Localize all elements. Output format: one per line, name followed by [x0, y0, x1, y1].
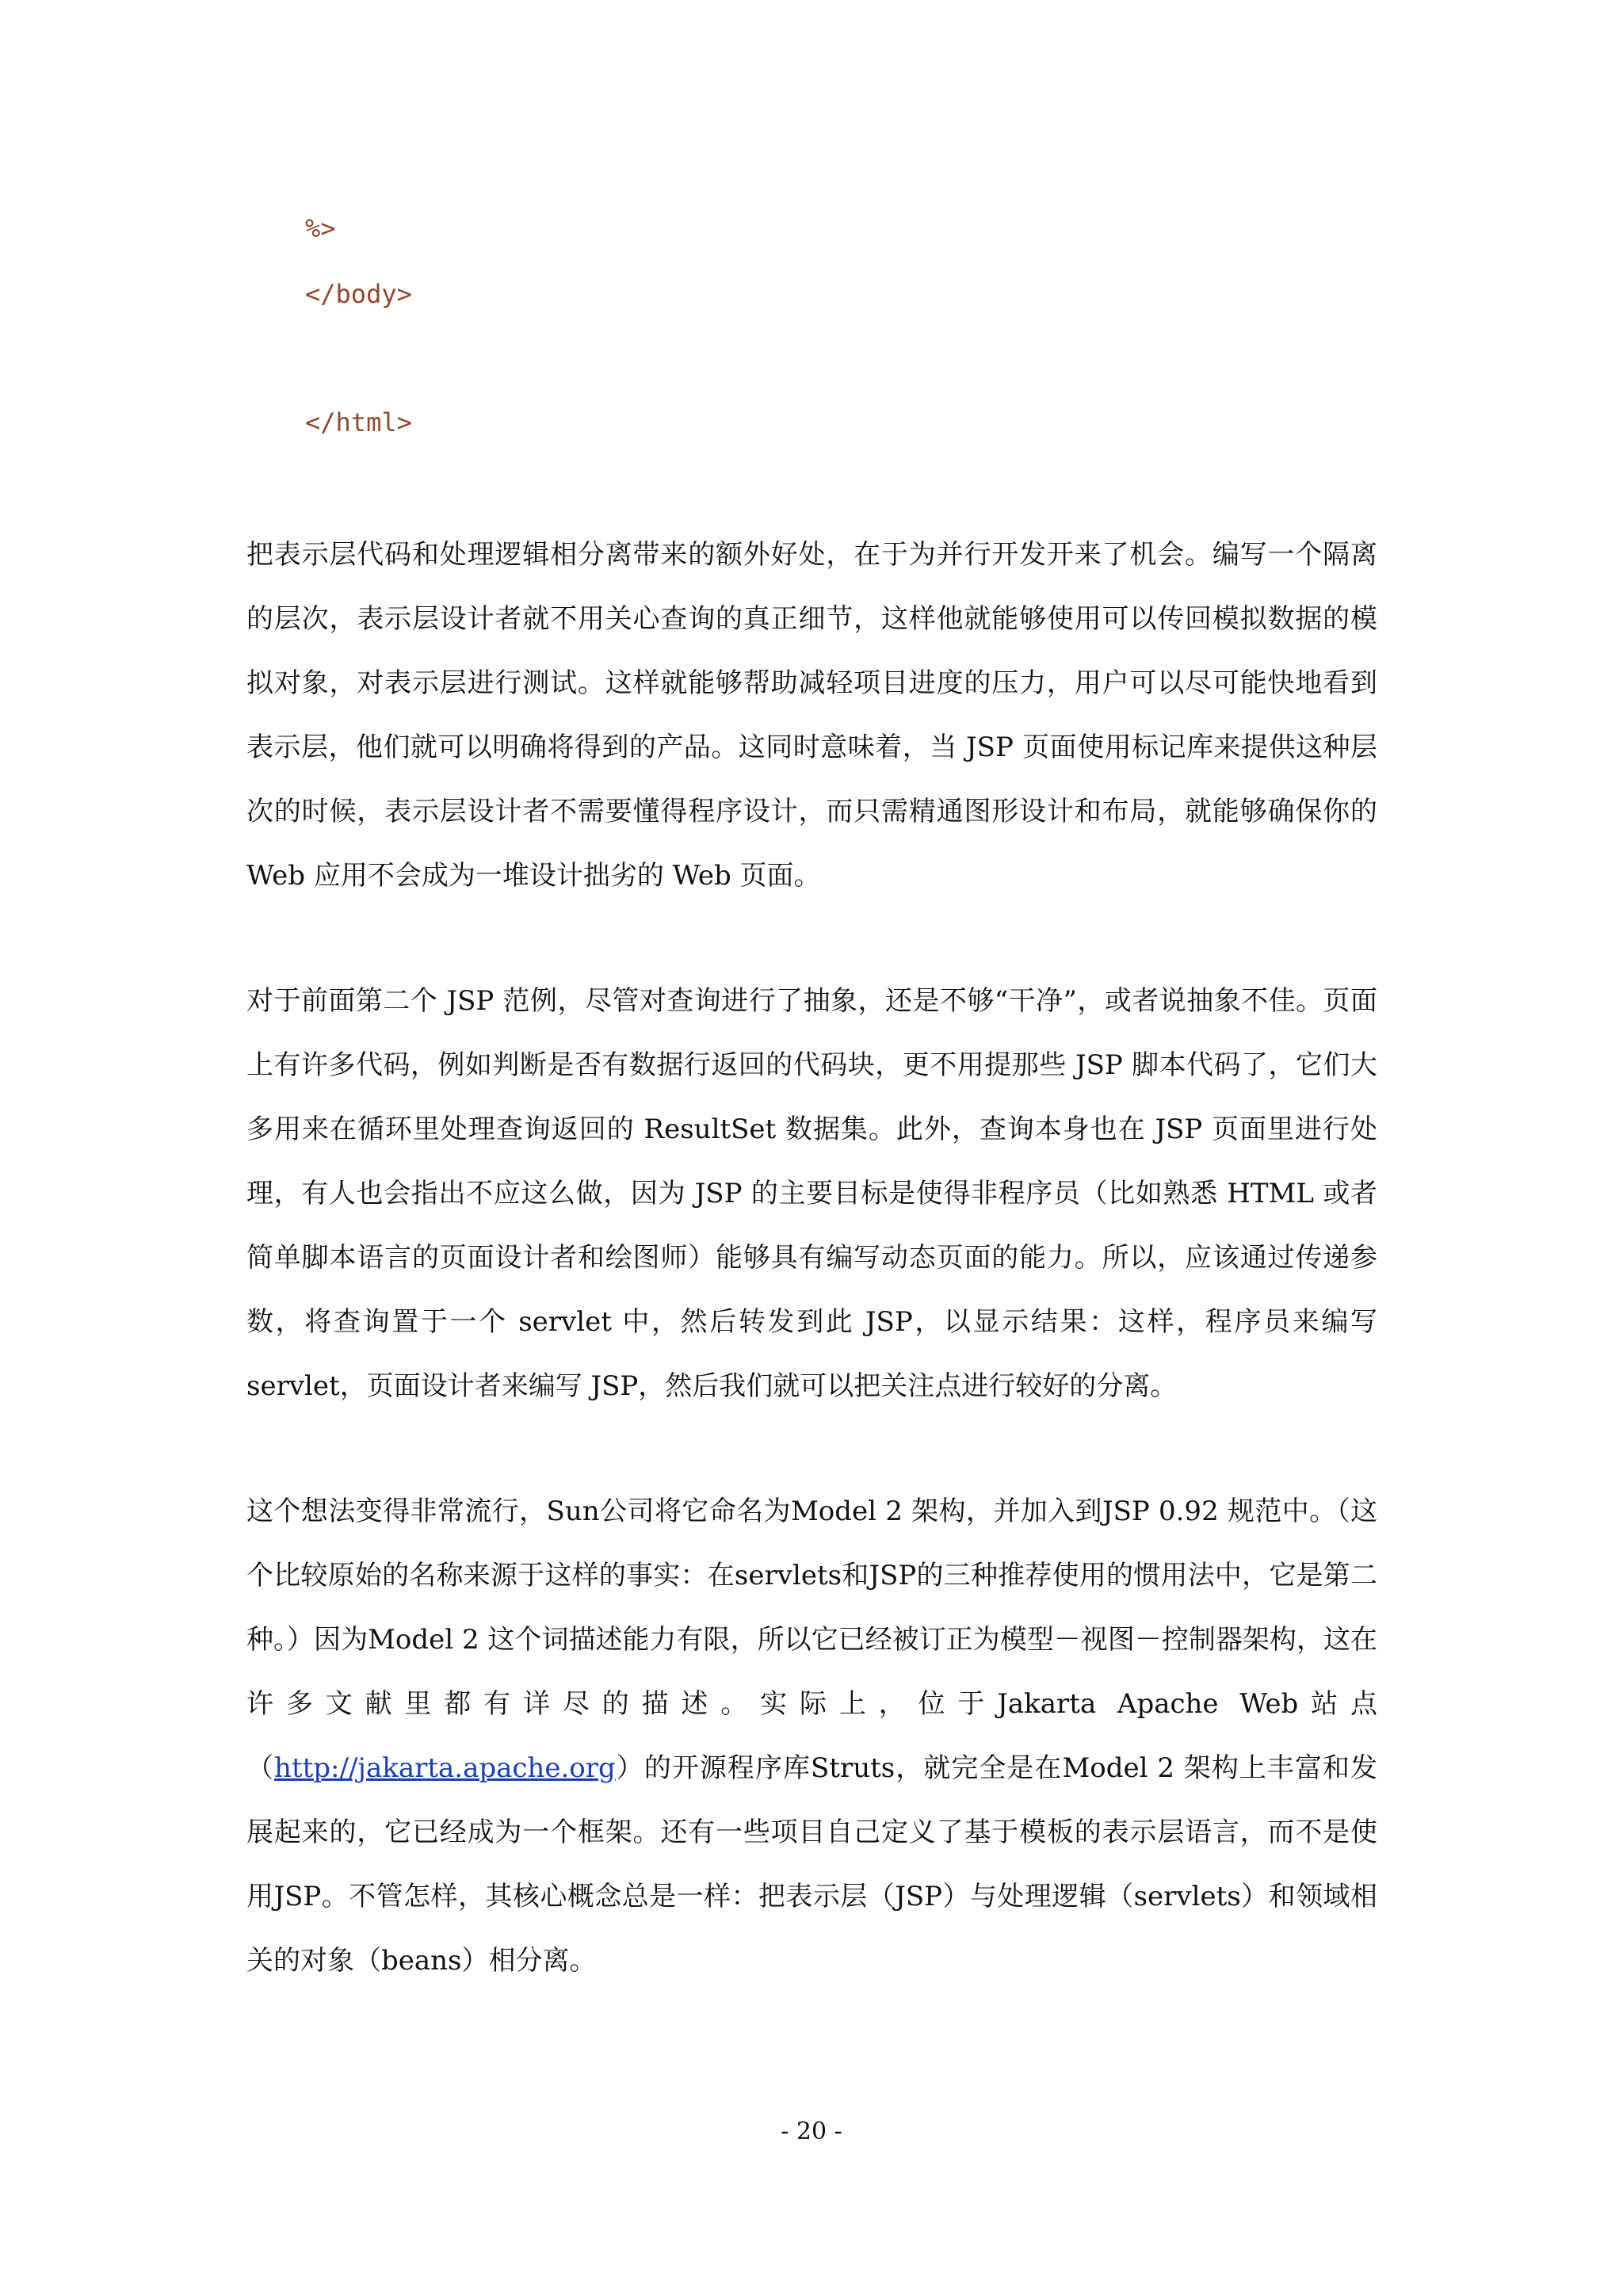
- code-line-body-close: </body>: [305, 279, 412, 309]
- page-number: - 20 -: [781, 2118, 842, 2145]
- paragraph-jsp-example-critique: 对于前面第二个 JSP 范例，尽管对查询进行了抽象，还是不够“干净”，或者说抽象不佳。页面上有许多代码，例如判断是否有数据行返回的代码块，更不用提那些 JSP 脚本代码了，它们大多用来在循环里处理查询返回的 ResultSet 数据集。此外，查询本身也在 JSP 页面里进行处理，有人也会指出不应这么做，因为 JSP 的主要目标是使得非程序员（比如熟悉 HTML 或者简单脚本语言的页面设计者和绘图师）能够具有编写动态页面的能力。所以，应该通过传递参数，将查询置于一个 servlet 中，然后转发到此 JSP，以显示结果：这样，程序员来编写 servlet，页面设计者来编写 JSP，然后我们就可以把关注点进行较好的分离。: [246, 985, 1377, 1402]
- paragraph-model2-text-a: 这个想法变得非常流行，Sun公司将它命名为Model 2 架构，并加入到JSP 0.92 规范中。（这个比较原始的名称来源于这样的事实：在servlets和JSP的三种推荐使用的惯用法中，它是第二种。）因为Model 2 这个词描述能力有限，所以它已经被订正为模型－视图－控制器架构，这在许多文献里都有详尽的描述。实际上，位于Jakarta Apache Web站点（: [246, 1496, 1377, 1784]
- paragraph-model2-text-b: ）的开源程序库Struts，就完全是在Model 2 架构上丰富和发展起来的，它已经成为一个框架。还有一些项目自己定义了基于模板的表示层语言，而不是使用JSP。不管怎样，其核心概念总是一样：把表示层（JSP）与处理逻辑（servlets）和领域相关的对象（beans）相分离。: [246, 1752, 1378, 1977]
- code-line-jsp-close: %>: [305, 213, 336, 243]
- paragraph-model2-architecture: [246, 1480, 1377, 1993]
- code-line-html-close: </html>: [305, 407, 412, 437]
- jakarta-apache-link[interactable]: http://jakarta.apache.org: [274, 1752, 616, 1784]
- paragraph-separation-benefits: 把表示层代码和处理逻辑相分离带来的额外好处，在于为并行开发开来了机会。编写一个隔离的层次，表示层设计者就不用关心查询的真正细节，这样他就能够使用可以传回模拟数据的模拟对象，对表示层进行测试。这样就能够帮助减轻项目进度的压力，用户可以尽可能快地看到表示层，他们就可以明确将得到的产品。这同时意味着，当 JSP 页面使用标记库来提供这种层次的时候，表示层设计者不需要懂得程序设计，而只需精通图形设计和布局，就能够确保你的 Web 应用不会成为一堆设计拙劣的 Web 页面。: [246, 539, 1377, 892]
